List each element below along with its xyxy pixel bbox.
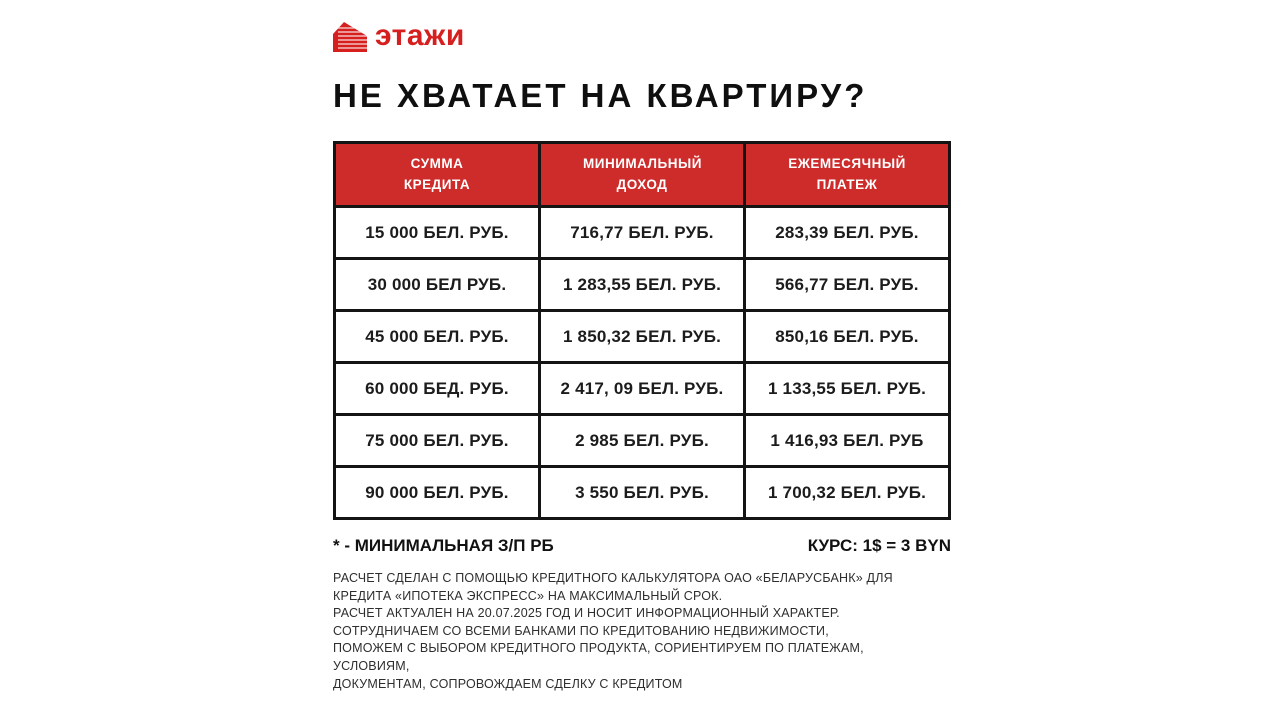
table-row: [335, 311, 950, 363]
disclaimer-line: ДОКУМЕНТАМ, СОПРОВОЖДАЕМ СДЕЛКУ С КРЕДИТОМ: [333, 676, 683, 691]
etazhi-building-icon: [333, 22, 367, 52]
table-cell: 1 133,55 БЕЛ. РУБ.: [745, 363, 950, 415]
disclaimer-line: ПОМОЖЕМ С ВЫБОРОМ КРЕДИТНОГО ПРОДУКТА, СОРИЕНТИРУЕМ ПО ПЛАТЕЖАМ,: [333, 641, 864, 656]
table-cell: 90 000 БЕЛ. РУБ.: [335, 467, 540, 519]
disclaimer: [333, 570, 951, 693]
table-header-label: ЕЖЕМЕСЯЧНЫЙ ПЛАТЕЖ: [788, 155, 906, 192]
table-row: [335, 259, 950, 311]
disclaimer-line: СОТРУДНИЧАЕМ СО ВСЕМИ БАНКАМИ ПО КРЕДИТОВАНИЮ НЕДВИЖИМОСТИ,: [333, 623, 829, 638]
table-cell: 3 550 БЕЛ. РУБ.: [540, 467, 745, 519]
table-cell: 1 700,32 БЕЛ. РУБ.: [745, 467, 950, 519]
table-cell: 30 000 БЕЛ РУБ.: [335, 259, 540, 311]
table-row: [335, 363, 950, 415]
table-cell: 566,77 БЕЛ. РУБ.: [745, 259, 950, 311]
disclaimer-line: УСЛОВИЯМ,: [333, 658, 410, 673]
table-row: [335, 415, 950, 467]
table-cell: 45 000 БЕЛ. РУБ.: [335, 311, 540, 363]
table-cell: 716,77 БЕЛ. РУБ.: [540, 207, 745, 259]
table-header-cell: [335, 143, 540, 207]
table-header-cell: [540, 143, 745, 207]
table-row: [335, 467, 950, 519]
table-cell: 1 850,32 БЕЛ. РУБ.: [540, 311, 745, 363]
disclaimer-line: КРЕДИТА «ИПОТЕКА ЭКСПРЕСС» НА МАКСИМАЛЬНЫЙ СРОК.: [333, 588, 723, 603]
flyer-content: [333, 0, 951, 693]
credit-table: [333, 141, 951, 520]
notes-row: [333, 536, 951, 556]
logo: [333, 18, 951, 53]
exchange-rate-note: КУРС: 1$ = 3 BYN: [807, 536, 951, 555]
page-title: НЕ ХВАТАЕТ НА КВАРТИРУ?: [333, 77, 868, 114]
table-cell: 15 000 БЕЛ. РУБ.: [335, 207, 540, 259]
table-header-cell: [745, 143, 950, 207]
table-cell: 2 417, 09 БЕЛ. РУБ.: [540, 363, 745, 415]
table-header-label: МИНИМАЛЬНЫЙ ДОХОД: [583, 155, 702, 192]
table-cell: 1 283,55 БЕЛ. РУБ.: [540, 259, 745, 311]
table-cell: 283,39 БЕЛ. РУБ.: [745, 207, 950, 259]
table-header-row: [335, 143, 950, 207]
logo-text: этажи: [375, 18, 465, 52]
table-row: [335, 207, 950, 259]
table-body: [335, 207, 950, 519]
disclaimer-line: РАСЧЕТ АКТУАЛЕН НА 20.07.2025 ГОД И НОСИТ ИНФОРМАЦИОННЫЙ ХАРАКТЕР.: [333, 606, 840, 621]
table-cell: 850,16 БЕЛ. РУБ.: [745, 311, 950, 363]
disclaimer-line: РАСЧЕТ СДЕЛАН С ПОМОЩЬЮ КРЕДИТНОГО КАЛЬКУЛЯТОРА ОАО «БЕЛАРУСБАНК» ДЛЯ: [333, 571, 893, 585]
footnote-min-salary: * - МИНИМАЛЬНАЯ З/П РБ: [333, 536, 554, 555]
table-header-label: СУММА КРЕДИТА: [403, 155, 471, 192]
table-cell: 1 416,93 БЕЛ. РУБ: [745, 415, 950, 467]
table-cell: 75 000 БЕЛ. РУБ.: [335, 415, 540, 467]
table-cell: 60 000 БЕД. РУБ.: [335, 363, 540, 415]
table-cell: 2 985 БЕЛ. РУБ.: [540, 415, 745, 467]
